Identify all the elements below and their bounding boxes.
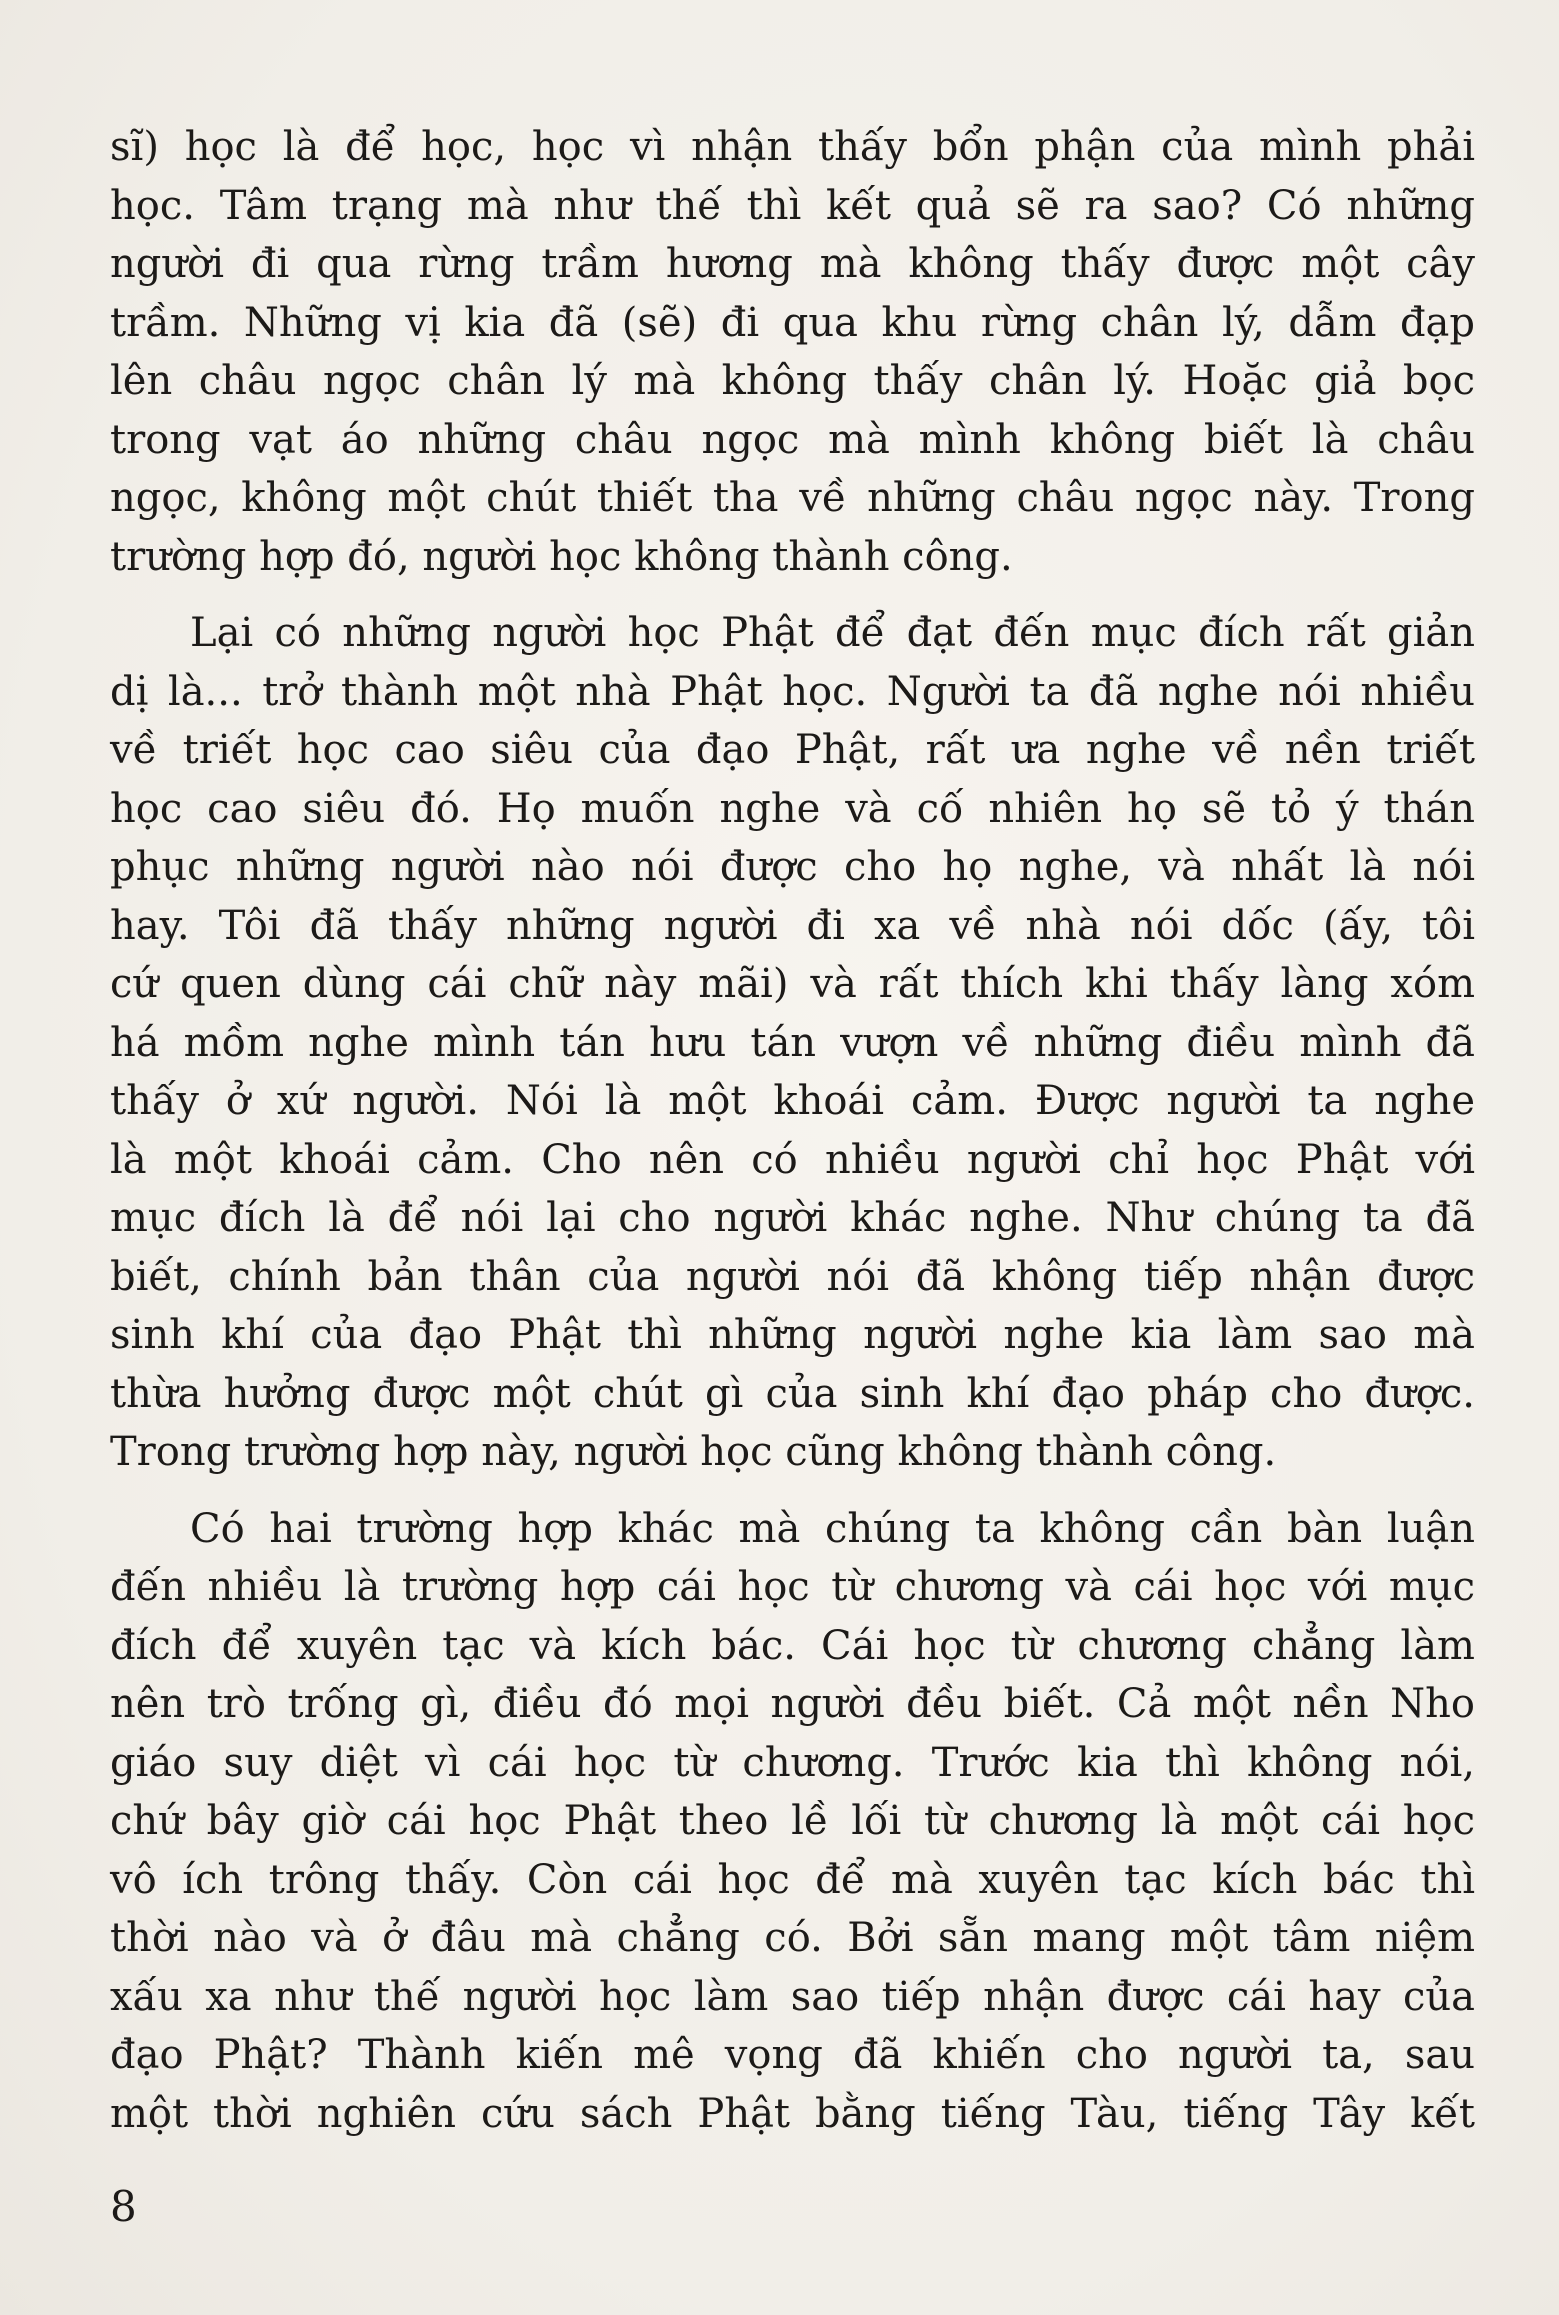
text-line: đích để xuyên tạc và kích bác. Cái học từ chương chẳng làm [110, 1622, 1475, 1669]
text-line: thời nào và ở đâu mà chẳng có. Bởi sẵn mang một tâm niệm [110, 1915, 1475, 1961]
page-number: 8 [110, 2182, 137, 2231]
text-line: vô ích trông thấy. Còn cái học để mà xuyên tạc kích bác thì [110, 1856, 1475, 1903]
text-line: chứ bây giờ cái học Phật theo lề lối từ chương là một cái học [110, 1798, 1475, 1844]
text-line: hay. Tôi đã thấy những người đi xa về nhà nói dốc (ấy, tôi [110, 902, 1475, 949]
text-line: sinh khí của đạo Phật thì những người nghe kia làm sao mà [110, 1312, 1475, 1358]
text-line: học cao siêu đó. Họ muốn nghe và cố nhiên họ sẽ tỏ ý thán [110, 785, 1475, 832]
text-line: cứ quen dùng cái chữ này mãi) và rất thích khi thấy làng xóm [110, 961, 1475, 1007]
text-line: lên châu ngọc chân lý mà không thấy chân lý. Hoặc giả bọc [110, 358, 1475, 404]
text-line: dị là... trở thành một nhà Phật học. Người ta đã nghe nói nhiều [110, 668, 1475, 715]
text-line: trầm. Những vị kia đã (sẽ) đi qua khu rừng chân lý, dẫm đạp [110, 299, 1475, 346]
paragraph-gap [110, 586, 1475, 604]
paragraph-gap [110, 1482, 1475, 1500]
text-line: giáo suy diệt vì cái học từ chương. Trước kia thì không nói, [110, 1739, 1475, 1786]
text-line: phục những người nào nói được cho họ nghe, và nhất là nói [110, 844, 1475, 890]
text-line: trường hợp đó, người học không thành công. [110, 533, 1013, 580]
paragraph [110, 604, 1475, 1482]
body-text [110, 118, 1475, 2143]
text-line: Có hai trường hợp khác mà chúng ta không cần bàn luận [190, 1505, 1475, 1552]
text-line: thấy ở xứ người. Nói là một khoái cảm. Được người ta nghe [110, 1078, 1475, 1124]
text-line: ngọc, không một chút thiết tha về những châu ngọc này. Trong [110, 475, 1475, 521]
text-line: nên trò trống gì, điều đó mọi người đều biết. Cả một nền Nho [110, 1681, 1475, 1727]
paragraph [110, 1500, 1475, 2144]
text-line: há mồm nghe mình tán hưu tán vượn về những điều mình đã [110, 1019, 1475, 1066]
text-line: trong vạt áo những châu ngọc mà mình không biết là châu [110, 416, 1475, 463]
text-line: biết, chính bản thân của người nói đã không tiếp nhận được [110, 1253, 1475, 1300]
text-line: học. Tâm trạng mà như thế thì kết quả sẽ ra sao? Có những [110, 182, 1475, 229]
text-line: sĩ) học là để học, học vì nhận thấy bổn phận của mình phải [110, 124, 1475, 170]
text-line: người đi qua rừng trầm hương mà không thấy được một cây [110, 241, 1475, 287]
text-line: mục đích là để nói lại cho người khác nghe. Như chúng ta đã [110, 1195, 1475, 1241]
text-line: đến nhiều là trường hợp cái học từ chương và cái học với mục [110, 1564, 1475, 1610]
text-line: Trong trường hợp này, người học cũng không thành công. [110, 1429, 1277, 1475]
text-line: một thời nghiên cứu sách Phật bằng tiếng Tàu, tiếng Tây kết [110, 2090, 1475, 2137]
text-line: là một khoái cảm. Cho nên có nhiều người chỉ học Phật với [110, 1136, 1475, 1183]
paragraph [110, 118, 1475, 586]
text-line: Lại có những người học Phật để đạt đến mục đích rất giản [190, 610, 1475, 656]
text-line: về triết học cao siêu của đạo Phật, rất ưa nghe về nền triết [110, 727, 1475, 773]
text-line: đạo Phật? Thành kiến mê vọng đã khiến cho người ta, sau [110, 2032, 1475, 2078]
text-line: thừa hưởng được một chút gì của sinh khí đạo pháp cho được. [110, 1370, 1475, 1417]
text-line: xấu xa như thế người học làm sao tiếp nhận được cái hay của [110, 1973, 1475, 2020]
